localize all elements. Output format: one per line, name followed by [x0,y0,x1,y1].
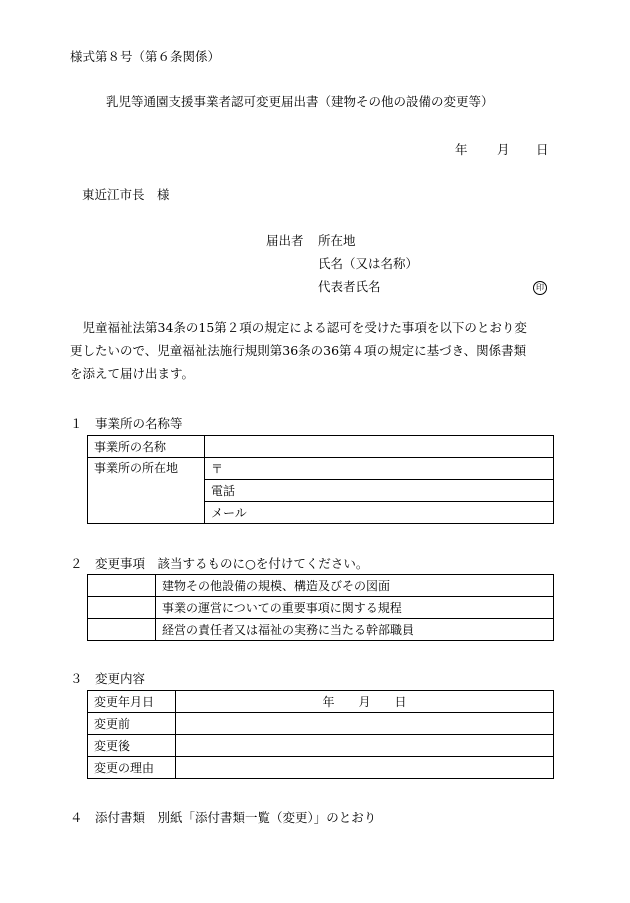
change-details-table [87,690,554,779]
applicant-representative-label: 代表者氏名 [318,279,381,294]
before-change-field[interactable] [176,713,554,735]
change-item-check-1[interactable] [88,575,156,597]
body-line-2: 更したいので、児童福祉法施行規則第36条の36第４項の規定に基づき、関係書類 [70,343,527,358]
change-reason-label: 変更の理由 [88,757,176,779]
mail-field[interactable]: メール [205,502,554,524]
facility-name-field[interactable] [205,436,554,458]
body-line-3: を添えて届け出ます。 [70,366,195,381]
change-item-label-1: 建物その他設備の規模、構造及びその図面 [156,575,554,597]
after-change-label: 変更後 [88,735,176,757]
table-row [88,575,554,597]
date-year-label: 年 [455,142,468,157]
applicant-name-label: 氏名（又は名称） [318,256,419,271]
addressee: 東近江市長 様 [82,187,170,202]
date-day-label: 日 [536,142,549,157]
seal-icon: 印 [533,281,547,295]
table-row [88,597,554,619]
applicant-address-label: 所在地 [318,233,356,248]
section4-attachments: ４ 添付書類 別紙「添付書類一覧（変更）」のとおり [70,810,377,825]
seal-mark [533,280,547,295]
table-row [88,436,554,458]
body-paragraph [70,316,570,385]
before-change-label: 変更前 [88,713,176,735]
change-item-check-3[interactable] [88,619,156,641]
change-item-check-2[interactable] [88,597,156,619]
document-title: 乳児等通園支援事業者認可変更届出書（建物その他の設備の変更等） [106,94,494,109]
applicant-label: 届出者 [266,233,304,248]
change-item-label-2: 事業の運営についての重要事項に関する規程 [156,597,554,619]
table-row [88,735,554,757]
facility-name-label: 事業所の名称 [88,436,205,458]
change-date-field[interactable]: 年 月 日 [176,691,554,713]
phone-field[interactable]: 電話 [205,480,554,502]
table-row [88,458,554,480]
change-date-label: 変更年月日 [88,691,176,713]
section2-heading: ２ 変更事項 該当するものに○を付けてください。 [70,556,369,571]
postal-code-field[interactable]: 〒 [205,458,554,480]
table-row [88,619,554,641]
after-change-field[interactable] [176,735,554,757]
form-number: 様式第８号（第６条関係） [70,49,221,64]
facility-location-label: 事業所の所在地 [88,458,205,524]
table-row [88,757,554,779]
date-month-label: 月 [497,142,510,157]
table-row [88,691,554,713]
body-line-1: 児童福祉法第34条の15第２項の規定による認可を受けた事項を以下のとおり変 [70,320,527,335]
change-items-table [87,574,554,641]
facility-info-table [87,435,554,524]
section3-heading: ３ 変更内容 [70,671,146,686]
table-row [88,713,554,735]
section1-heading: １ 事業所の名称等 [70,416,183,431]
change-item-label-3: 経営の責任者又は福祉の実務に当たる幹部職員 [156,619,554,641]
change-reason-field[interactable] [176,757,554,779]
